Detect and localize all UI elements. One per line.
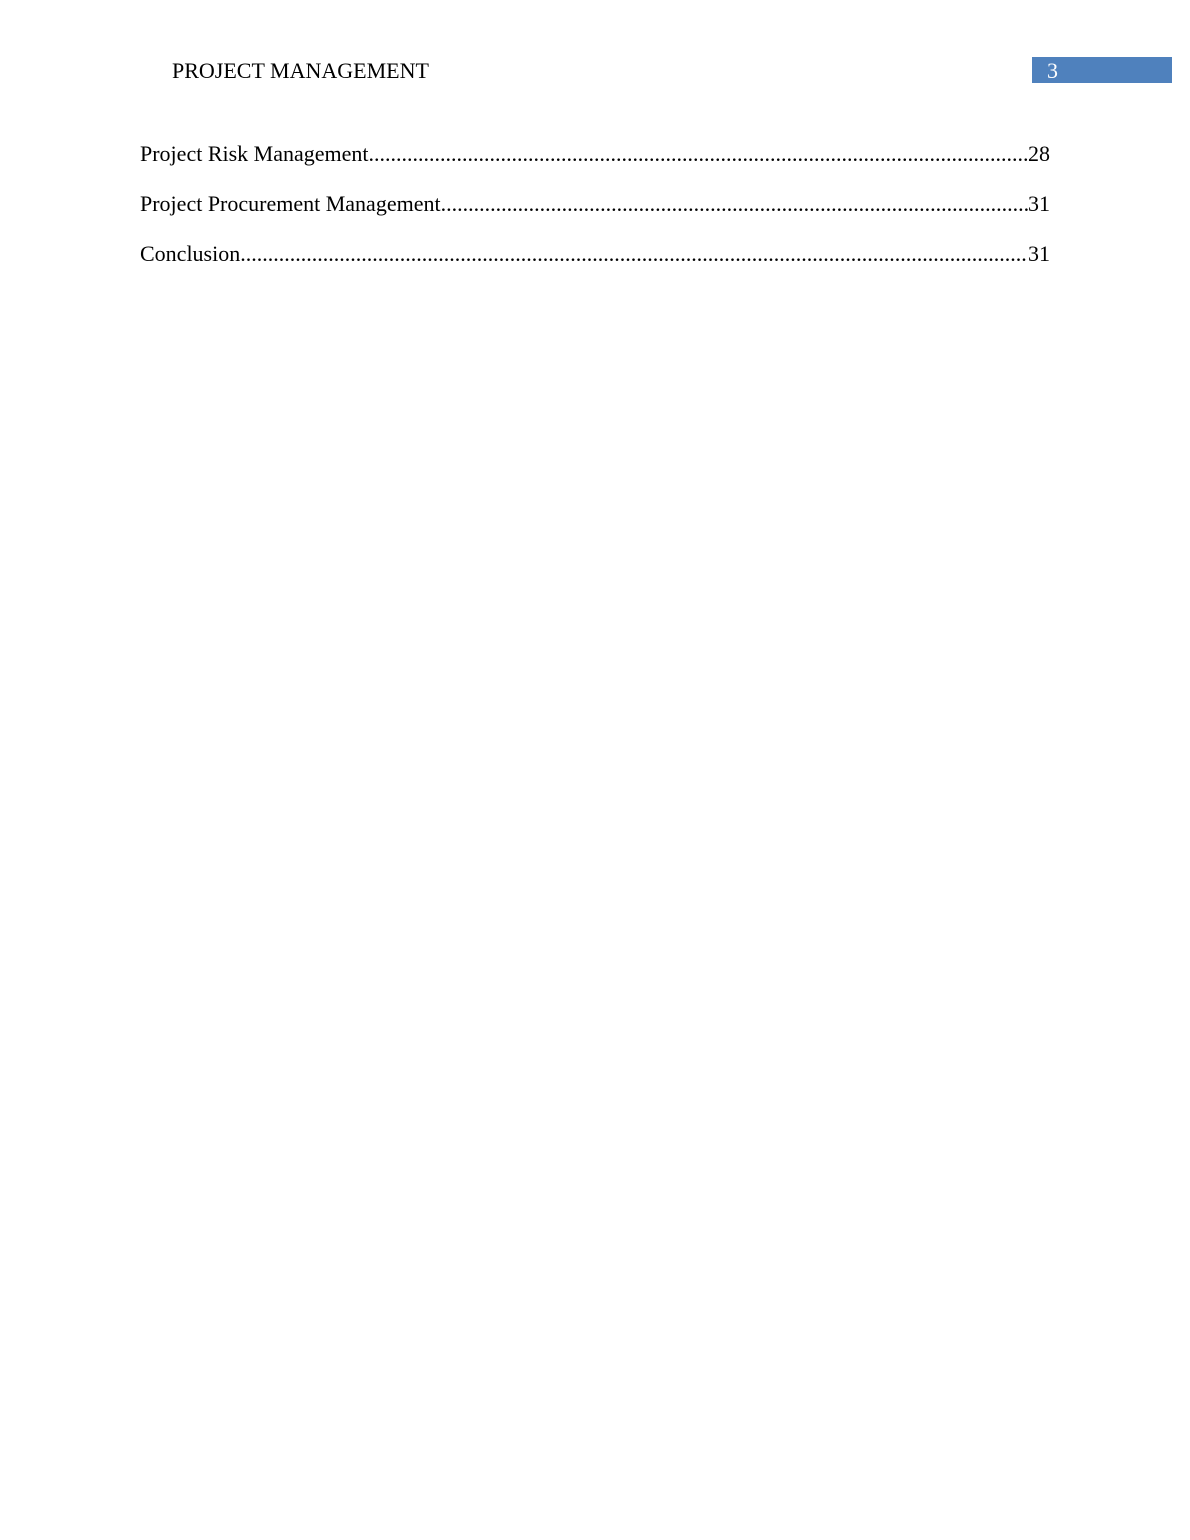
table-of-contents bbox=[140, 139, 1050, 289]
toc-entry-label: Conclusion bbox=[140, 241, 241, 266]
page-number-badge bbox=[1032, 57, 1172, 83]
toc-dot-leader bbox=[240, 239, 1028, 269]
toc-entry-page: 31 bbox=[1028, 191, 1050, 216]
page-number: 3 bbox=[1047, 58, 1058, 83]
toc-entry-risk-management[interactable] bbox=[140, 139, 1050, 189]
toc-entry-page: 31 bbox=[1028, 241, 1050, 266]
toc-dot-leader bbox=[441, 189, 1028, 219]
toc-entry-page: 28 bbox=[1028, 141, 1050, 166]
toc-dot-leader bbox=[369, 139, 1028, 169]
running-header-title: PROJECT MANAGEMENT bbox=[172, 58, 429, 83]
toc-entry-label: Project Risk Management bbox=[140, 141, 369, 166]
toc-entry-label: Project Procurement Management bbox=[140, 191, 441, 216]
toc-entry-procurement-management[interactable] bbox=[140, 189, 1050, 239]
toc-entry-conclusion[interactable] bbox=[140, 239, 1050, 289]
